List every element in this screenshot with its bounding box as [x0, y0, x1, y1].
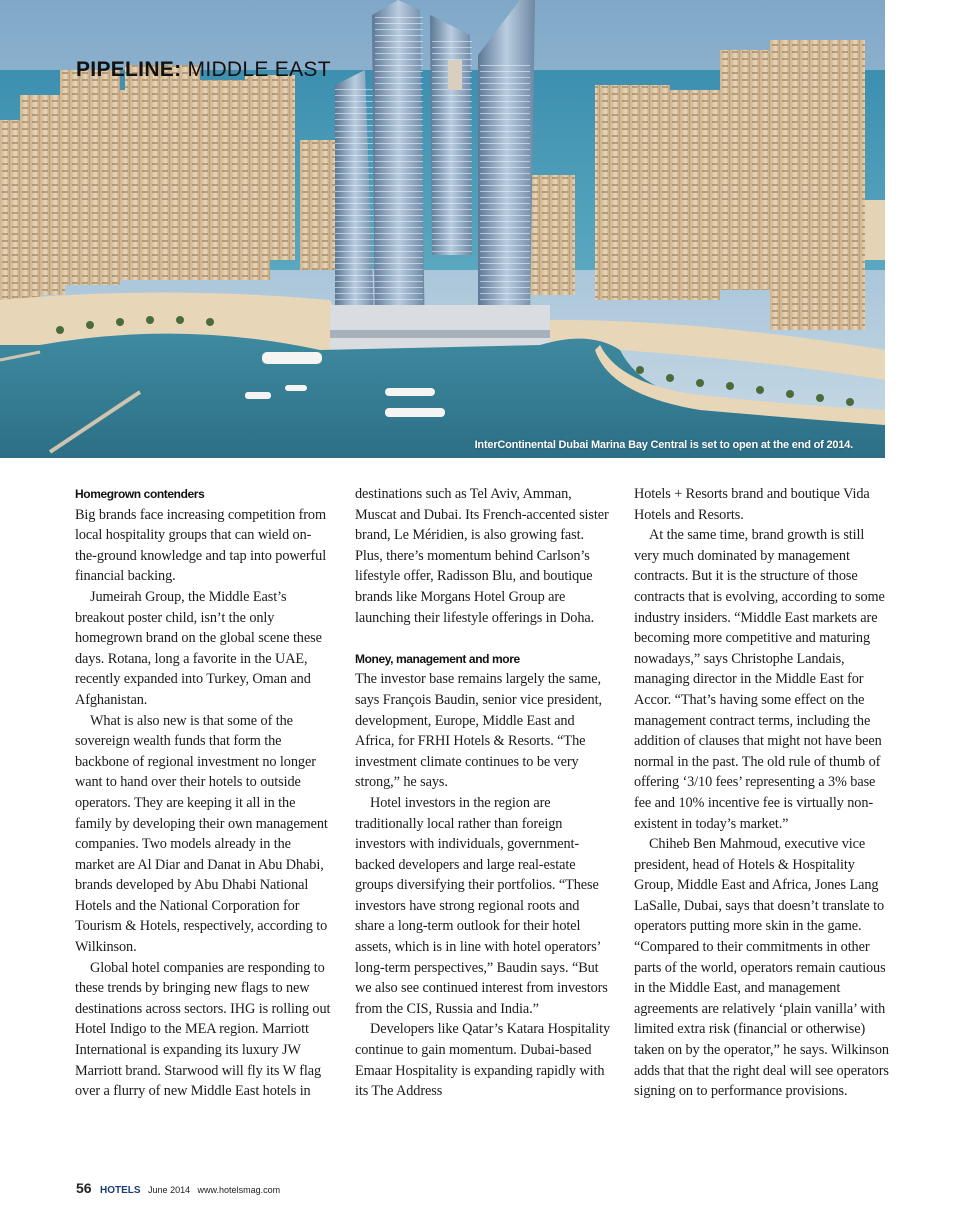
paragraph: The investor base remains largely the same, says François Baudin, senior vice president, development, Europe, Middle East and Africa, for FRHI Hotels & Resorts. “The investment climate continues to be very strong,” he says.	[355, 671, 602, 791]
paragraph: Big brands face increasing competition from local hospitality groups that can wield on-the-ground knowledge and tap into powerful financial backing.	[75, 506, 327, 585]
subhead-money: Money, management and more	[355, 651, 520, 666]
paragraph: Developers like Qatar’s Katara Hospitality continue to gain momentum. Dubai-based Emaar Hospitality is expanding rapidly with its The Address	[355, 1021, 611, 1100]
section-label: PIPELINE:	[76, 58, 182, 81]
hero-photo	[0, 0, 885, 458]
section-title	[76, 58, 331, 82]
article-column-2	[355, 484, 611, 1102]
page-footer	[76, 1180, 280, 1198]
magazine-name: HOTELS	[100, 1185, 141, 1196]
website-url: www.hotelsmag.com	[197, 1185, 281, 1195]
paragraph: Hotels + Resorts brand and boutique Vida Hotels and Resorts.	[634, 486, 870, 523]
issue-date: June 2014	[148, 1185, 191, 1195]
photo-caption: InterContinental Dubai Marina Bay Central is set to open at the end of 2014.	[474, 439, 853, 451]
article-column-1	[75, 484, 331, 1102]
paragraph: At the same time, brand growth is still very much dominated by management contracts. But it is the structure of those contracts that is evolving, according to some industry insiders. “Middle East markets are becoming more competitive and maturing nowadays,” says Christophe Landais, managing director in the Middle East for Accor. “That’s having some effect on the management contract terms, including the addition of clauses that might not have been normal in the past. The old rule of thumb of offering ‘3/10 fees’ representing a 3% base fee and 10% incentive fee is virtually non-existent in today’s market.”	[634, 527, 885, 832]
paragraph: Chiheb Ben Mahmoud, executive vice president, head of Hotels & Hospitality Group, Middle East and Africa, Jones Lang LaSalle, Dubai, says that doesn’t translate to operators putting more skin in the game. “Compared to their commitments in other parts of the world, operators remain cautious in the Middle East, and management agreements are relatively ‘plain vanilla’ with limited extra risk (financial or otherwise) taken on by the operator,” he says. Wilkinson adds that that the right deal will see operators signing on to performance provisions.	[634, 836, 889, 1100]
paragraph: destinations such as Tel Aviv, Amman, Muscat and Dubai. Its French-accented sister brand, Le Méridien, is also growing fast. Plus, there’s momentum behind Carlson’s lifestyle offer, Radisson Blu, and boutique brands like Morgans Hotel Group are launching their lifestyle offerings in Doha.	[355, 486, 609, 626]
paragraph: Hotel investors in the region are traditionally local rather than foreign investors with individuals, government-backed developers and large real-estate groups diversifying their portfolios. “These investors have strong regional roots and share a long-term outlook for their hotel assets, which is in line with hotel operators’ long-term perspectives,” Baudin says. “But we also see continued interest from investors from the CIS, Russia and India.”	[355, 794, 608, 1017]
paragraph: Jumeirah Group, the Middle East’s breakout poster child, isn’t the only homegrown brand on the global scene these days. Rotana, long a favorite in the UAE, recently expanded into Turkey, Oman and Afghanistan.	[75, 588, 322, 708]
page-number: 56	[76, 1180, 92, 1196]
article-column-3	[634, 484, 890, 1102]
subhead-homegrown: Homegrown contenders	[75, 487, 205, 501]
section-region: MIDDLE EAST	[181, 58, 331, 81]
paragraph: What is also new is that some of the sovereign wealth funds that form the backbone of regional investment no longer want to hand over their hotels to outside operators. They are keeping it all in the family by developing their own management companies. Two models already in the market are Al Diar and Danat in Abu Dhabi, brands developed by Abu Dhabi National Hotels and the National Corporation for Tourism & Hotels, respectively, according to Wilkinson.	[75, 712, 328, 956]
paragraph: Global hotel companies are responding to these trends by bringing new flags to new destinations across sectors. IHG is rolling out Hotel Indigo to the MEA region. Marriott International is expanding its luxury JW Marriott brand. Starwood will fly its W flag over a flurry of new Middle East hotels in	[75, 959, 331, 1100]
